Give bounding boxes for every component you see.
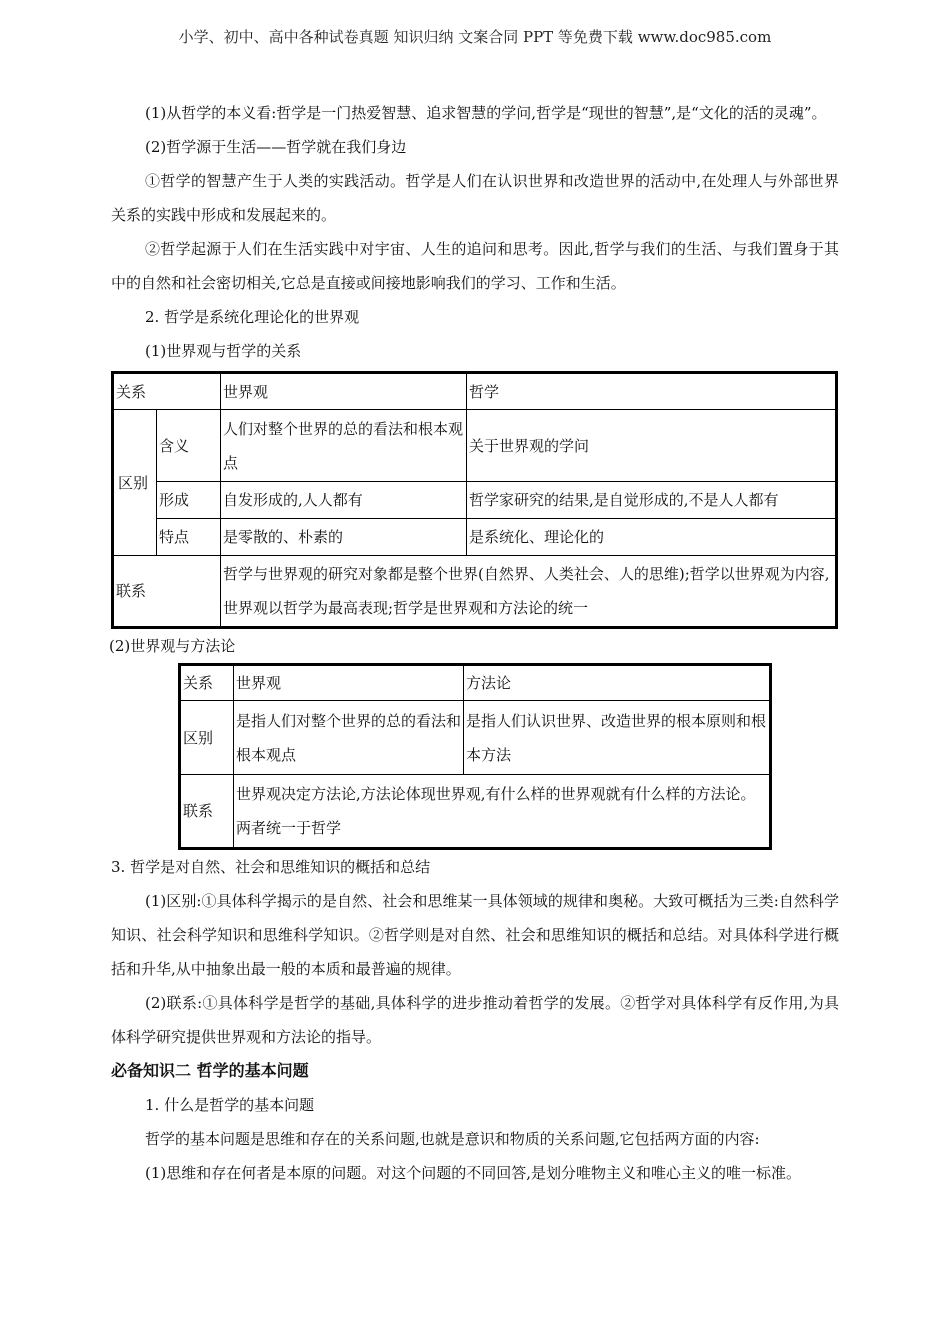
table-row: [113, 410, 837, 482]
subheading: 2. 哲学是系统化理论化的世界观: [145, 308, 360, 326]
worldview-methodology-table: [178, 663, 772, 850]
table-row-label: 联系: [113, 556, 221, 628]
paragraph: (1)区别:①具体科学揭示的是自然、社会和思维某一具体领域的规律和奥秘。大致可概括为三类:自然科学知识、社会科学知识和思维科学知识。②哲学则是对自然、社会和思维知识的概括和总结。对具体科学进行概括和升华,从中抽象出最一般的本质和最普遍的规律。: [111, 892, 839, 978]
table-row-label: 联系: [180, 775, 234, 849]
table-header-cell: 关系: [180, 665, 234, 701]
table-cell: 哲学与世界观的研究对象都是整个世界(自然界、人类社会、人的思维);哲学以世界观为内容,世界观以哲学为最高表现;哲学是世界观和方法论的统一: [221, 556, 837, 628]
table-cell: 是指人们认识世界、改造世界的根本原则和根本方法: [464, 701, 771, 775]
table-row: [113, 556, 837, 628]
table-cell: 世界观决定方法论,方法论体现世界观,有什么样的世界观就有什么样的方法论。两者统一于哲学: [234, 775, 771, 849]
worldview-philosophy-table: [111, 371, 838, 629]
table-header-cell: 世界观: [234, 665, 464, 701]
table-row: [113, 373, 837, 410]
table-row: [180, 665, 771, 701]
table-cell: 关于世界观的学问: [467, 410, 837, 482]
paragraph: ②哲学起源于人们在生活实践中对宇宙、人生的追问和思考。因此,哲学与我们的生活、与我们置身于其中的自然和社会密切相关,它总是直接或间接地影响我们的学习、工作和生活。: [111, 240, 839, 292]
table-cell: 人们对整个世界的总的看法和根本观点: [221, 410, 467, 482]
paragraph: 哲学的基本问题是思维和存在的关系问题,也就是意识和物质的关系问题,它包括两方面的内容:: [145, 1130, 760, 1148]
table-header-cell: 哲学: [467, 373, 837, 410]
paragraph: (1)思维和存在何者是本原的问题。对这个问题的不同回答,是划分唯物主义和唯心主义的唯一标准。: [145, 1164, 802, 1182]
paragraph: (2)哲学源于生活——哲学就在我们身边: [145, 138, 407, 156]
section-title: 必备知识二 哲学的基本问题: [111, 1061, 309, 1080]
table-cell: 形成: [157, 482, 221, 519]
paragraph: (1)从哲学的本义看:哲学是一门热爱智慧、追求智慧的学问,哲学是“现世的智慧”,是“文化的活的灵魂”。: [145, 104, 827, 122]
table-cell: 是指人们对整个世界的总的看法和根本观点: [234, 701, 464, 775]
paragraph: ①哲学的智慧产生于人类的实践活动。哲学是人们在认识世界和改造世界的活动中,在处理人与外部世界关系的实践中形成和发展起来的。: [111, 172, 839, 224]
table-cell: 是零散的、朴素的: [221, 519, 467, 556]
table-cell: 自发形成的,人人都有: [221, 482, 467, 519]
subheading: 3. 哲学是对自然、社会和思维知识的概括和总结: [111, 858, 431, 876]
table-cell: 含义: [157, 410, 221, 482]
table-row-label: 区别: [113, 410, 157, 556]
table-cell: 特点: [157, 519, 221, 556]
table-cell: 哲学家研究的结果,是自觉形成的,不是人人都有: [467, 482, 837, 519]
paragraph: (2)联系:①具体科学是哲学的基础,具体科学的进步推动着哲学的发展。②哲学对具体科学有反作用,为具体科学研究提供世界观和方法论的指导。: [111, 994, 839, 1046]
table-row: [113, 482, 837, 519]
content: [111, 96, 839, 1190]
table-header-cell: 世界观: [221, 373, 467, 410]
table-cell: 是系统化、理论化的: [467, 519, 837, 556]
subheading: (1)世界观与哲学的关系: [145, 342, 302, 360]
subheading: 1. 什么是哲学的基本问题: [145, 1096, 315, 1114]
subheading: (2)世界观与方法论: [109, 637, 236, 655]
table-row: [113, 519, 837, 556]
page-header: 小学、初中、高中各种试卷真题 知识归纳 文案合同 PPT 等免费下载 www.doc985.com: [178, 28, 772, 46]
table-row-label: 区别: [180, 701, 234, 775]
table-row: [180, 775, 771, 849]
table-header-cell: 关系: [113, 373, 221, 410]
table-row: [180, 701, 771, 775]
table-header-cell: 方法论: [464, 665, 771, 701]
